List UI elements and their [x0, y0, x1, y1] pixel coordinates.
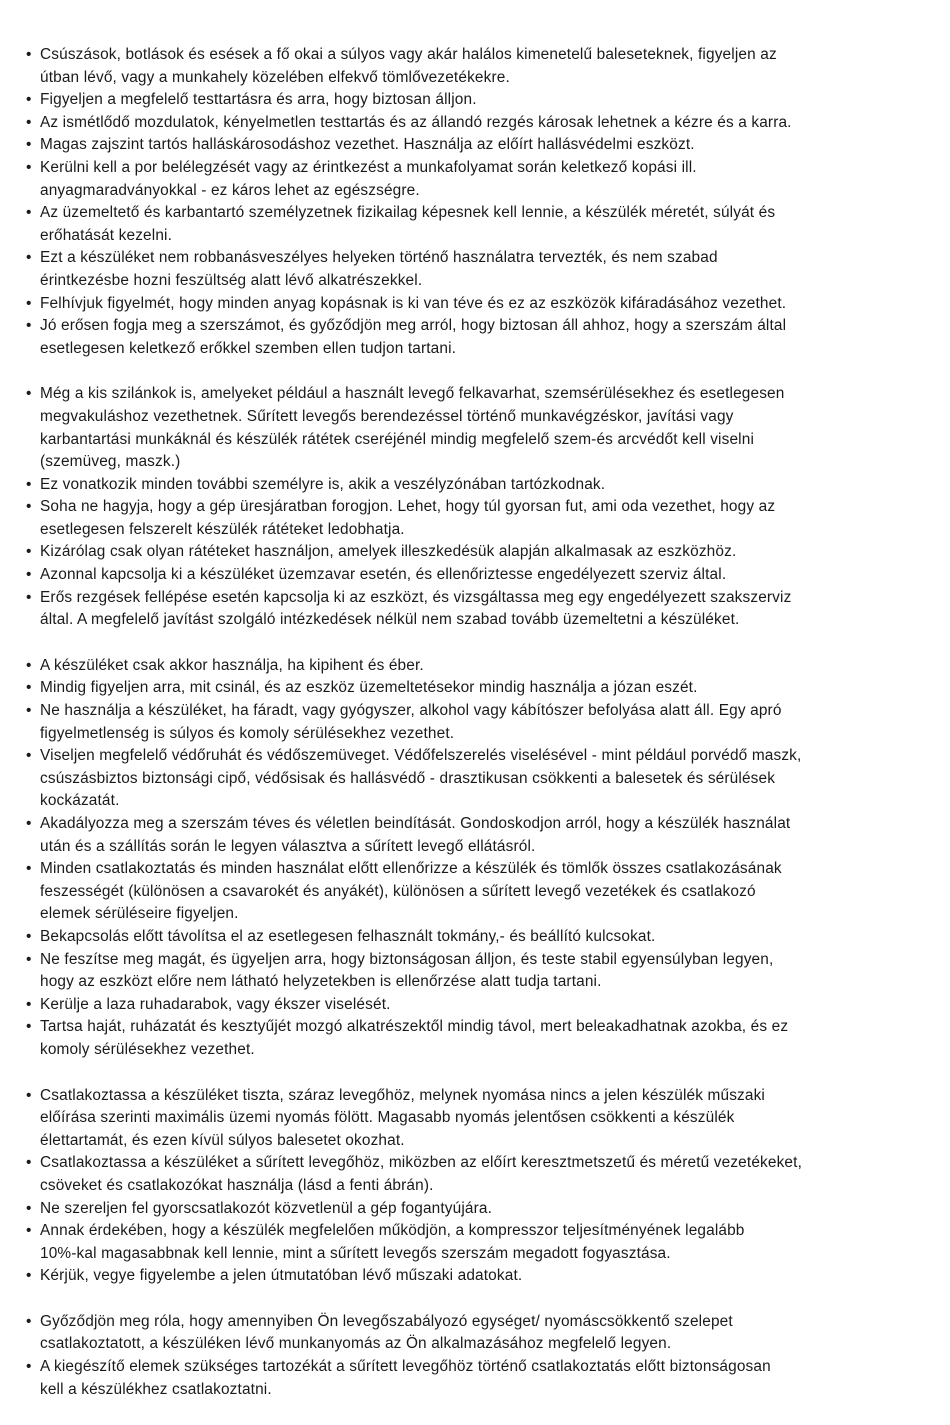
bullet-item — [24, 564, 926, 587]
bullet-icon: • — [26, 1222, 32, 1240]
instruction-section — [24, 655, 926, 1062]
bullet-item — [24, 677, 926, 700]
bullet-text-line: Figyeljen a megfelelő testtartásra és arra, hogy biztosan álljon. — [40, 91, 477, 109]
bullet-icon: • — [26, 1086, 32, 1104]
bullet-item — [24, 858, 926, 926]
bullet-icon: • — [26, 1267, 32, 1285]
bullet-item — [24, 383, 926, 473]
bullet-text-line: figyelmetlenség is súlyos és komoly sérülésekhez vezethet. — [40, 724, 455, 742]
bullet-text-line: Kizárólag csak olyan rátéteket használjon, amelyek illeszkedésük alapján alkalmasak az eszközhöz. — [40, 543, 737, 561]
bullet-icon: • — [26, 498, 32, 516]
bullet-text-line: Az ismétlődő mozdulatok, kényelmetlen testtartás és az állandó rezgés károsak lehetnek a kézre és a karra. — [40, 113, 792, 131]
bullet-item — [24, 655, 926, 678]
bullet-text-line: előírása szerinti maximális üzemi nyomás fölött. Magasabb nyomás jelentősen csökkenti a készülék — [40, 1109, 735, 1127]
bullet-item — [24, 44, 926, 89]
bullet-text-line: Viseljen megfelelő védőruhát és védőszemüveget. Védőfelszerelés viselésével - mint például porvédő maszk, — [40, 747, 802, 765]
bullet-item — [24, 315, 926, 360]
bullet-text-line: Magas zajszint tartós halláskárosodáshoz vezethet. Használja az előírt hallásvédelmi eszközt. — [40, 136, 695, 154]
bullet-text-line: kell a készülékhez csatlakoztatni. — [40, 1380, 272, 1398]
instruction-section — [24, 1085, 926, 1288]
instruction-section — [24, 44, 926, 360]
bullet-icon: • — [26, 950, 32, 968]
bullet-icon: • — [26, 249, 32, 267]
bullet-text-line: Ne szereljen fel gyorscsatlakozót közvetlenül a gép fogantyújára. — [40, 1199, 493, 1217]
bullet-icon: • — [26, 113, 32, 131]
bullet-icon: • — [26, 294, 32, 312]
bullet-text-line: után és a szállítás során le legyen választva a sűrített levegő ellátásról. — [40, 837, 536, 855]
instruction-section — [24, 1311, 926, 1401]
bullet-item — [24, 700, 926, 745]
bullet-text-line: hogy az eszközt előre nem látható helyzetekben is ellenőrzése alatt tudja tartani. — [40, 973, 602, 991]
bullet-text-line: csúszásbiztos biztonsági cipő, védősisak és hallásvédő - drasztikusan csökkenti a balesetek és sérülések — [40, 769, 776, 787]
bullet-icon: • — [26, 679, 32, 697]
bullet-text-line: Ezt a készüléket nem robbanásveszélyes helyeken történő használatra tervezték, és nem szabad — [40, 249, 718, 267]
bullet-icon: • — [26, 1154, 32, 1172]
bullet-text-line: Azonnal kapcsolja ki a készüléket üzemzavar esetén, és ellenőriztesse engedélyezett szerviz által. — [40, 566, 727, 584]
bullet-text-line: Győződjön meg róla, hogy amennyiben Ön levegőszabályozó egységet/ nyomáscsökkentő szelepet — [40, 1312, 733, 1330]
bullet-item — [24, 813, 926, 858]
bullet-text-line: Tartsa haját, ruházatát és kesztyűjét mozgó alkatrészektől mindig távol, mert beleakadhatnak azokba, és ez — [40, 1018, 789, 1036]
bullet-text-line: esetlegesen keletkező erőkkel szemben ellen tudjon tartani. — [40, 339, 457, 357]
bullet-icon: • — [26, 702, 32, 720]
bullet-item — [24, 1016, 926, 1061]
bullet-icon: • — [26, 543, 32, 561]
bullet-item — [24, 1311, 926, 1356]
bullet-text-line: erőhatását kezelni. — [40, 226, 173, 244]
bullet-text-line: elemek sérüléseire figyeljen. — [40, 905, 239, 923]
bullet-text-line: Csúszások, botlások és esések a fő okai a súlyos vagy akár halálos kimenetelű baleseteknek, figyeljen az — [40, 46, 777, 63]
bullet-icon: • — [26, 204, 32, 222]
bullet-text-line: Az üzemeltető és karbantartó személyzetnek fizikailag képesnek kell lennie, a készülék méretét, súlyát és — [40, 204, 776, 222]
bullet-icon: • — [26, 158, 32, 176]
bullet-item — [24, 247, 926, 292]
instruction-section — [24, 383, 926, 632]
bullet-item — [24, 474, 926, 497]
bullet-text-line: csatlakoztatott, a készüléken lévő munkanyomás az Ön alkalmazásához megfelelő legyen. — [40, 1335, 672, 1353]
bullet-icon: • — [26, 995, 32, 1013]
bullet-text-line: Felhívjuk figyelmét, hogy minden anyag kopásnak is ki van téve és ez az eszközök kifáradásához vezethet. — [40, 294, 787, 312]
bullet-icon: • — [26, 46, 32, 63]
bullet-icon: • — [26, 747, 32, 765]
bullet-text-line: Erős rezgések fellépése esetén kapcsolja ki az eszközt, és vizsgáltassa meg egy engedélyezett szakszerviz — [40, 588, 792, 606]
bullet-item — [24, 134, 926, 157]
bullet-text-line: Mindig figyeljen arra, mit csinál, és az eszköz üzemeltetésekor mindig használja a józan eszét. — [40, 679, 698, 697]
bullet-item — [24, 112, 926, 135]
bullet-icon: • — [26, 1312, 32, 1330]
bullet-text-line: Csatlakoztassa a készüléket a sűrített levegőhöz, miközben az előírt keresztmetszetű és méretű vezetékeket, — [40, 1154, 802, 1172]
bullet-icon: • — [26, 317, 32, 335]
bullet-item — [24, 1085, 926, 1153]
bullet-text-line: A kiegészítő elemek szükséges tartozékát a sűrített levegőhöz történő csatlakoztatás előtt biztonságosan — [40, 1358, 771, 1376]
bullet-item — [24, 496, 926, 541]
bullet-item — [24, 541, 926, 564]
bullet-text-line: Soha ne hagyja, hogy a gép üresjáratban forogjon. Lehet, hogy túl gyorsan fut, ami oda vezethet, hogy az — [40, 498, 776, 516]
bullet-text-line: élettartamát, és ezen kívül súlyos balesetet okozhat. — [40, 1131, 405, 1149]
bullet-text-line: Akadályozza meg a szerszám téves és véletlen beindítását. Gondoskodjon arról, hogy a készülék használat — [40, 815, 791, 832]
bullet-text-line: Kerülje a laza ruhadarabok, vagy ékszer viselését. — [40, 995, 391, 1013]
bullet-text-line: Ne feszítse meg magát, és ügyeljen arra, hogy biztonságosan álljon, és teste stabil egyensúlyban legyen, — [40, 950, 774, 968]
bullet-icon: • — [26, 385, 32, 403]
bullet-text-line: anyagmaradványokkal - ez káros lehet az egészségre. — [40, 181, 420, 199]
bullet-item — [24, 1198, 926, 1221]
bullet-item — [24, 1220, 926, 1265]
bullet-item — [24, 1265, 926, 1288]
bullet-item — [24, 202, 926, 247]
bullet-item — [24, 994, 926, 1017]
bullet-item — [24, 745, 926, 813]
bullet-text-line: Jó erősen fogja meg a szerszámot, és győződjön meg arról, hogy biztosan áll ahhoz, hogy a szerszám által — [40, 317, 787, 335]
bullet-text-line: A készüléket csak akkor használja, ha kipihent és éber. — [40, 656, 424, 674]
bullet-text-line: megvakuláshoz vezethetnek. Sűrített levegős berendezéssel történő munkavégzéskor, javítási vagy — [40, 407, 734, 425]
bullet-text-line: esetlegesen felszerelt készülék rátéteket ledobhatja. — [40, 520, 405, 538]
bullet-text-line: Bekapcsolás előtt távolítsa el az esetlegesen felhasznált tokmány,- és beállító kulcsokat. — [40, 927, 656, 945]
bullet-item — [24, 587, 926, 632]
bullet-item — [24, 1356, 926, 1401]
bullet-icon: • — [26, 136, 32, 154]
bullet-text-line: Csatlakoztassa a készüléket tiszta, száraz levegőhöz, melynek nyomása nincs a jelen készülék műszaki — [40, 1086, 766, 1104]
bullet-item — [24, 926, 926, 949]
bullet-item — [24, 949, 926, 994]
bullet-text-line: karbantartási munkáknál és készülék rátétek cseréjénél mindig megfelelő szem-és arcvédőt kell viselni — [40, 430, 755, 448]
bullet-text-line: kockázatát. — [40, 792, 120, 810]
safety-instructions — [24, 44, 926, 1401]
bullet-text-line: csöveket és csatlakozókat használja (lásd a fenti ábrán). — [40, 1176, 434, 1194]
bullet-icon: • — [26, 1358, 32, 1376]
bullet-item — [24, 1152, 926, 1197]
bullet-text-line: (szemüveg, maszk.) — [40, 453, 181, 471]
bullet-item — [24, 157, 926, 202]
bullet-text-line: feszességét (különösen a csavarokét és anyákét), különösen a sűrített levegő vezetékek és csatlakozó — [40, 882, 756, 900]
bullet-text-line: komoly sérülésekhez vezethet. — [40, 1040, 255, 1058]
bullet-icon: • — [26, 860, 32, 878]
bullet-text-line: érintkezésbe hozni feszültség alatt lévő alkatrészekkel. — [40, 271, 423, 289]
bullet-text-line: Minden csatlakoztatás és minden használat előtt ellenőrizze a készülék és tömlők összes csatlakozásának — [40, 860, 782, 878]
bullet-text-line: által. A megfelelő javítást szolgáló intézkedések nélkül nem szabad tovább üzemeltetni a készüléket. — [40, 611, 740, 629]
bullet-icon: • — [26, 91, 32, 109]
bullet-icon: • — [26, 927, 32, 945]
bullet-item — [24, 293, 926, 316]
bullet-icon: • — [26, 588, 32, 606]
bullet-icon: • — [26, 1018, 32, 1036]
bullet-item — [24, 89, 926, 112]
bullet-text-line: Kerülni kell a por belélegzését vagy az érintkezést a munkafolyamat során keletkező kopási ill. — [40, 158, 697, 176]
bullet-icon: • — [26, 656, 32, 674]
bullet-text-line: Kérjük, vegye figyelembe a jelen útmutatóban lévő műszaki adatokat. — [40, 1267, 523, 1285]
bullet-icon: • — [26, 566, 32, 584]
bullet-text-line: Annak érdekében, hogy a készülék megfelelően működjön, a kompresszor teljesítményének legalább — [40, 1222, 745, 1240]
bullet-text-line: Ne használja a készüléket, ha fáradt, vagy gyógyszer, alkohol vagy kábítószer befolyása alatt áll. Egy apró — [40, 702, 782, 720]
bullet-icon: • — [26, 475, 32, 493]
bullet-icon: • — [26, 815, 32, 832]
bullet-text-line: Ez vonatkozik minden további személyre is, akik a veszélyzónában tartózkodnak. — [40, 475, 606, 493]
bullet-text-line: Még a kis szilánkok is, amelyeket például a használt levegő felkavarhat, szemsérülésekhez és esetlegesen — [40, 385, 785, 403]
bullet-icon: • — [26, 1199, 32, 1217]
bullet-text-line: 10%-kal magasabbnak kell lennie, mint a sűrített levegős szerszám megadott fogyasztása. — [40, 1244, 671, 1262]
bullet-text-line: útban lévő, vagy a munkahely közelében elfekvő tömlővezetékekre. — [40, 68, 510, 86]
